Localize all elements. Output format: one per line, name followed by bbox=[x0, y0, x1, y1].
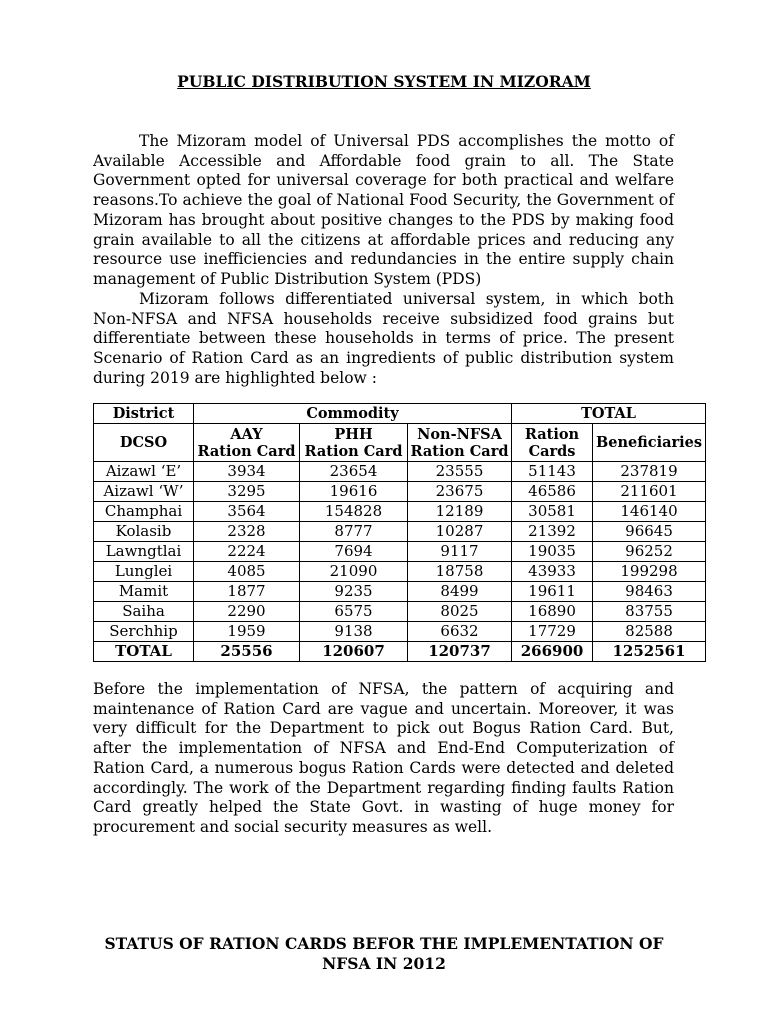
total-beneficiaries: 1252561 bbox=[593, 642, 706, 662]
cell-aay: 1959 bbox=[194, 622, 300, 642]
cell-ration: 16890 bbox=[512, 602, 593, 622]
cell-nonnfsa: 23555 bbox=[408, 462, 512, 482]
cell-aay: 4085 bbox=[194, 562, 300, 582]
cell-aay: 3934 bbox=[194, 462, 300, 482]
header-aay bbox=[194, 424, 300, 462]
total-ration: 266900 bbox=[512, 642, 593, 662]
cell-district: Lunglei bbox=[94, 562, 194, 582]
intro-paragraph: The Mizoram model of Universal PDS accomplishes the motto of Available Accessible and Affordable food grain to all. The State Government opted for universal coverage for both practical and welfare reasons.To achieve the goal of National Food Security, the Government of Mizoram has brought about positive changes to the PDS by making food grain available to all the citizens at affordable prices and reducing any resource use inefficiencies and redundancies in the entire supply chain management of Public Distribution System (PDS) bbox=[93, 132, 674, 288]
system-paragraph: Mizoram follows differentiated universal system, in which both Non-NFSA and NFSA households receive subsidized food grains but differentiate between these households in terms of price. The present Scenario of Ration Card as an ingredients of public distribution system during 2019 are highlighted below : bbox=[93, 290, 674, 387]
header-ration-line1: Ration bbox=[524, 425, 580, 443]
table-header-row bbox=[94, 404, 706, 424]
header-aay-line1: AAY bbox=[230, 425, 263, 443]
table-row bbox=[94, 482, 706, 502]
cell-beneficiaries: 83755 bbox=[593, 602, 706, 622]
cell-aay: 2328 bbox=[194, 522, 300, 542]
total-phh: 120607 bbox=[300, 642, 408, 662]
cell-ration: 21392 bbox=[512, 522, 593, 542]
cell-aay: 1877 bbox=[194, 582, 300, 602]
cell-beneficiaries: 199298 bbox=[593, 562, 706, 582]
total-nonnfsa: 120737 bbox=[408, 642, 512, 662]
section-heading-line1: STATUS OF RATION CARDS BEFOR THE IMPLEMENTATION OF bbox=[104, 934, 664, 953]
cell-district: Lawngtlai bbox=[94, 542, 194, 562]
table-subheader-row bbox=[94, 424, 706, 462]
ration-card-table bbox=[93, 403, 706, 662]
cell-nonnfsa: 8025 bbox=[408, 602, 512, 622]
cell-phh: 154828 bbox=[300, 502, 408, 522]
header-beneficiaries: Beneficiaries bbox=[593, 424, 706, 462]
cell-ration: 19035 bbox=[512, 542, 593, 562]
header-nonnfsa-line2: Ration Card bbox=[410, 442, 509, 460]
section-heading bbox=[93, 934, 675, 973]
cell-nonnfsa: 12189 bbox=[408, 502, 512, 522]
table-row bbox=[94, 602, 706, 622]
table-row bbox=[94, 622, 706, 642]
cell-district: Aizawl ‘W’ bbox=[94, 482, 194, 502]
nfsa-paragraph: Before the implementation of NFSA, the pattern of acquiring and maintenance of Ration Card are vague and uncertain. Moreover, it was very difficult for the Department to pick out Bogus Ration Card. But, after the implementation of NFSA and End-End Computerization of Ration Card, a numerous bogus Ration Cards were detected and deleted accordingly. The work of the Department regarding finding faults Ration Card greatly helped the State Govt. in wasting of huge money for procurement and social security measures as well. bbox=[93, 680, 674, 836]
table-row bbox=[94, 582, 706, 602]
cell-beneficiaries: 211601 bbox=[593, 482, 706, 502]
total-label: TOTAL bbox=[94, 642, 194, 662]
cell-aay: 2224 bbox=[194, 542, 300, 562]
cell-beneficiaries: 96645 bbox=[593, 522, 706, 542]
cell-nonnfsa: 10287 bbox=[408, 522, 512, 542]
cell-phh: 19616 bbox=[300, 482, 408, 502]
header-ration-line2: Cards bbox=[528, 442, 576, 460]
table-row bbox=[94, 542, 706, 562]
cell-nonnfsa: 18758 bbox=[408, 562, 512, 582]
cell-district: Champhai bbox=[94, 502, 194, 522]
cell-phh: 9235 bbox=[300, 582, 408, 602]
cell-ration: 46586 bbox=[512, 482, 593, 502]
cell-phh: 8777 bbox=[300, 522, 408, 542]
cell-ration: 43933 bbox=[512, 562, 593, 582]
header-nonnfsa bbox=[408, 424, 512, 462]
header-phh bbox=[300, 424, 408, 462]
cell-nonnfsa: 8499 bbox=[408, 582, 512, 602]
section-heading-line2: NFSA IN 2012 bbox=[322, 953, 446, 973]
table-total-row bbox=[94, 642, 706, 662]
cell-nonnfsa: 23675 bbox=[408, 482, 512, 502]
cell-beneficiaries: 96252 bbox=[593, 542, 706, 562]
cell-phh: 9138 bbox=[300, 622, 408, 642]
cell-beneficiaries: 146140 bbox=[593, 502, 706, 522]
header-nonnfsa-line1: Non-NFSA bbox=[417, 425, 502, 443]
table-row bbox=[94, 562, 706, 582]
cell-beneficiaries: 237819 bbox=[593, 462, 706, 482]
cell-district: Kolasib bbox=[94, 522, 194, 542]
cell-aay: 2290 bbox=[194, 602, 300, 622]
page-title: PUBLIC DISTRIBUTION SYSTEM IN MIZORAM bbox=[177, 72, 591, 91]
cell-nonnfsa: 6632 bbox=[408, 622, 512, 642]
cell-district: Saiha bbox=[94, 602, 194, 622]
cell-aay: 3564 bbox=[194, 502, 300, 522]
header-aay-line2: Ration Card bbox=[197, 442, 296, 460]
cell-district: Aizawl ‘E’ bbox=[94, 462, 194, 482]
cell-phh: 23654 bbox=[300, 462, 408, 482]
cell-phh: 7694 bbox=[300, 542, 408, 562]
total-aay: 25556 bbox=[194, 642, 300, 662]
cell-phh: 6575 bbox=[300, 602, 408, 622]
cell-beneficiaries: 82588 bbox=[593, 622, 706, 642]
cell-nonnfsa: 9117 bbox=[408, 542, 512, 562]
cell-ration: 30581 bbox=[512, 502, 593, 522]
table-row bbox=[94, 462, 706, 482]
header-phh-line2: Ration Card bbox=[304, 442, 403, 460]
header-district: District bbox=[94, 404, 194, 424]
cell-phh: 21090 bbox=[300, 562, 408, 582]
header-ration-cards bbox=[512, 424, 593, 462]
table-row bbox=[94, 522, 706, 542]
header-total: TOTAL bbox=[512, 404, 706, 424]
table-row bbox=[94, 502, 706, 522]
cell-beneficiaries: 98463 bbox=[593, 582, 706, 602]
cell-ration: 19611 bbox=[512, 582, 593, 602]
header-commodity: Commodity bbox=[194, 404, 512, 424]
cell-ration: 17729 bbox=[512, 622, 593, 642]
header-phh-line1: PHH bbox=[334, 425, 373, 443]
cell-ration: 51143 bbox=[512, 462, 593, 482]
cell-aay: 3295 bbox=[194, 482, 300, 502]
header-dcso: DCSO bbox=[94, 424, 194, 462]
cell-district: Serchhip bbox=[94, 622, 194, 642]
cell-district: Mamit bbox=[94, 582, 194, 602]
